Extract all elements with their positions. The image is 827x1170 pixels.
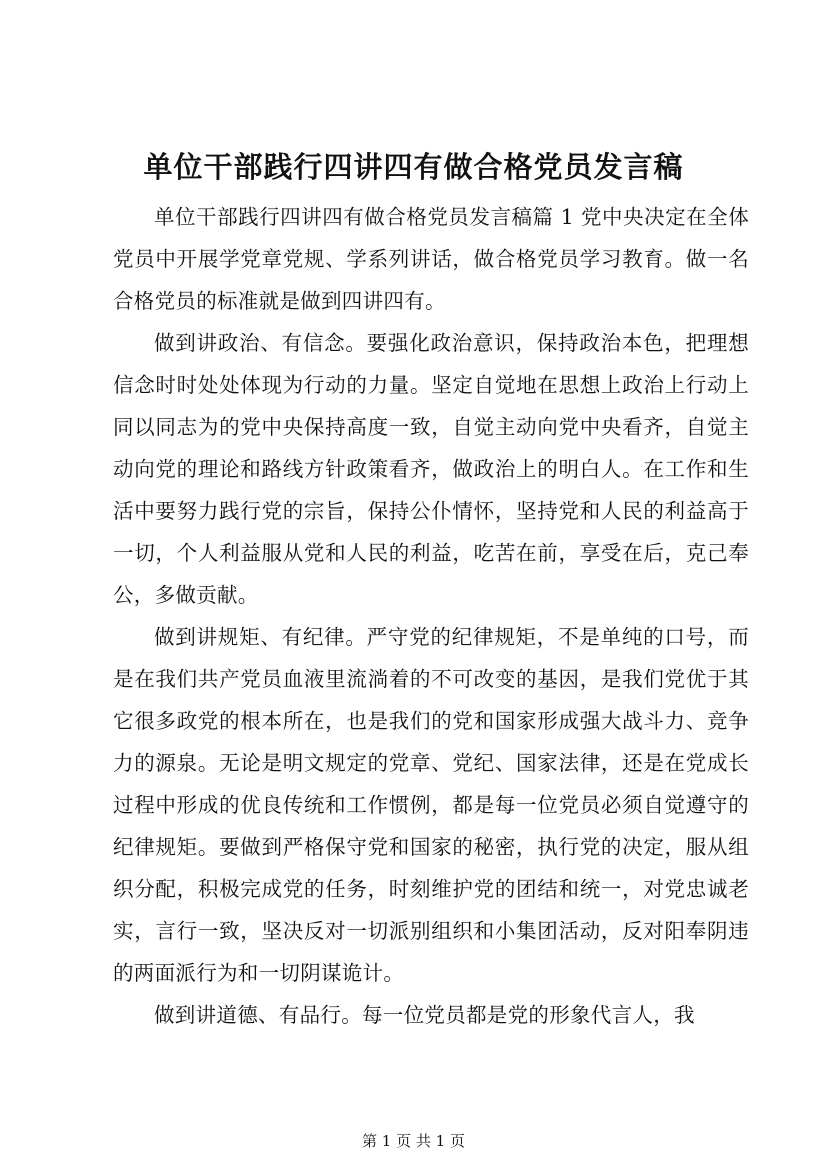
paragraph-morality: 做到讲道德、有品行。每一位党员都是党的形象代言人，我	[154, 1003, 695, 1027]
document-title: 单位干部践行四讲四有做合格党员发言稿	[143, 150, 684, 184]
page-footer: 第 1 页 共 1 页	[362, 1132, 465, 1150]
paragraph-politics: 做到讲政治、有信念。要强化政治意识，保持政治本色，把理想信念时时处处体现为行动的力量。坚定自觉地在思想上政治上行动上同以同志为的党中央保持高度一致，自觉主动向党中央看齐，自觉主动向党的理论和路线方针政策看齐，做政治上的明白人。在工作和生活中要努力践行党的宗旨，保持公仆情怀，坚持党和人民的利益高于一切，个人利益服从党和人民的利益，吃苦在前，享受在后，克己奉公，多做贡献。	[113, 331, 749, 607]
paragraph-discipline: 做到讲规矩、有纪律。严守党的纪律规矩，不是单纯的口号，而是在我们共产党员血液里流淌着的不可改变的基因，是我们党优于其它很多政党的根本所在，也是我们的党和国家形成强大战斗力、竞争力的源泉。无论是明文规定的党章、党纪、国家法律，还是在党成长过程中形成的优良传统和工作惯例，都是每一位党员必须自觉遵守的纪律规矩。要做到严格保守党和国家的秘密，执行党的决定，服从组织分配，积极完成党的任务，时刻维护党的团结和统一，对党忠诚老实，言行一致，坚决反对一切派别组织和小集团活动，反对阳奉阴违的两面派行为和一切阴谋诡计。	[113, 625, 749, 985]
paragraph-intro: 单位干部践行四讲四有做合格党员发言稿篇 1 党中央决定在全体党员中开展学党章党规、学系列讲话，做合格党员学习教育。做一名合格党员的标准就是做到四讲四有。	[113, 205, 749, 313]
document-body	[113, 196, 749, 1036]
